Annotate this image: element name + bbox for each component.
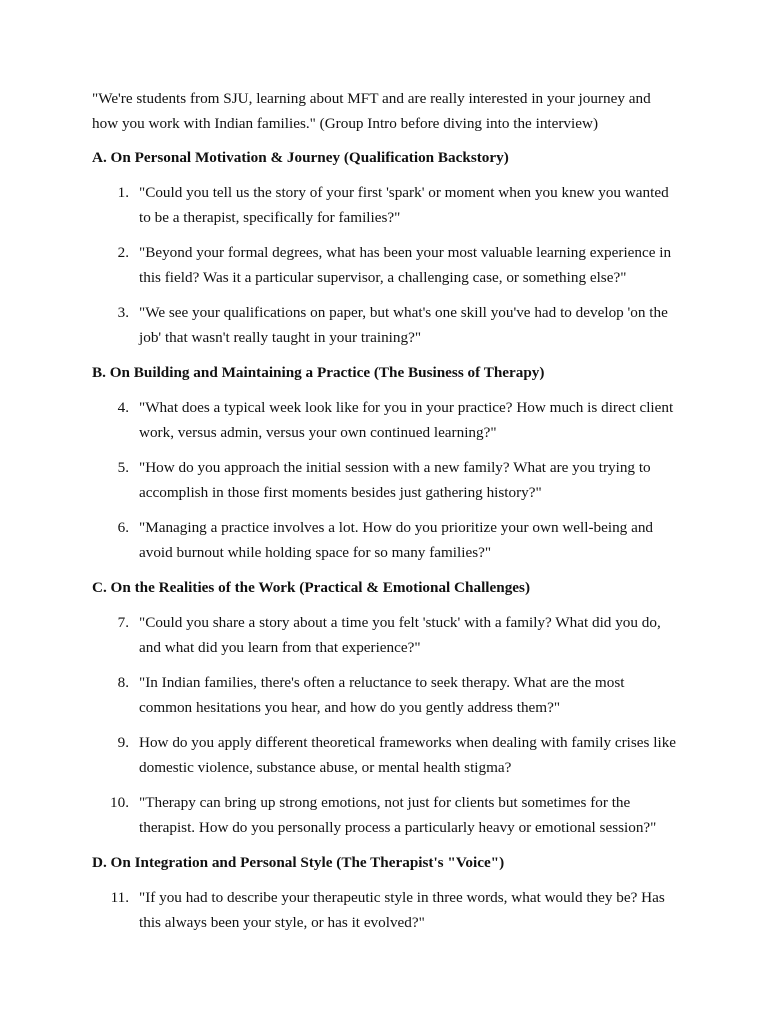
question-item [92, 515, 680, 565]
question-number: 4. [117, 399, 129, 416]
section-b [92, 360, 680, 565]
question-number: 1. [117, 184, 129, 201]
question-number: 5. [117, 459, 129, 476]
question-item [92, 395, 680, 445]
section-d [92, 850, 680, 935]
question-text: "Beyond your formal degrees, what has been your most valuable learning experience in this field? Was it a particular supervisor, a challenging case, or something else?" [139, 244, 672, 286]
question-text: "What does a typical week look like for you in your practice? How much is direct client work, versus admin, versus your own continued learning?" [139, 399, 674, 441]
question-number: 7. [117, 614, 129, 631]
question-list [92, 180, 680, 350]
question-item [92, 240, 680, 290]
question-item [92, 610, 680, 660]
section-heading: D. On Integration and Personal Style (The Therapist's "Voice") [92, 854, 505, 871]
question-list [92, 395, 680, 565]
section-c [92, 575, 680, 840]
question-text: "Could you tell us the story of your first 'spark' or moment when you knew you wanted to be a therapist, specifically for families?" [139, 184, 669, 226]
intro-paragraph: "We're students from SJU, learning about MFT and are really interested in your journey and how you work with Indian families." (Group Intro before diving into the interview) [92, 90, 651, 132]
section-heading: A. On Personal Motivation & Journey (Qualification Backstory) [92, 149, 509, 166]
question-text: "Could you share a story about a time you felt 'stuck' with a family? What did you do, and what did you learn from that experience?" [139, 614, 661, 656]
document-page [92, 86, 680, 945]
question-text: "In Indian families, there's often a reluctance to seek therapy. What are the most common hesitations you hear, and how do you gently address them?" [139, 674, 625, 716]
question-text: "We see your qualifications on paper, but what's one skill you've had to develop 'on the job' that wasn't really taught in your training?" [139, 304, 668, 346]
question-item [92, 790, 680, 840]
section-heading: C. On the Realities of the Work (Practical & Emotional Challenges) [92, 579, 530, 596]
question-number: 9. [117, 734, 129, 751]
question-item [92, 455, 680, 505]
question-text: "If you had to describe your therapeutic style in three words, what would they be? Has this always been your style, or has it evolved?" [139, 889, 665, 931]
question-item [92, 730, 680, 780]
question-number: 2. [117, 244, 129, 261]
question-number: 8. [117, 674, 129, 691]
question-item [92, 180, 680, 230]
question-item [92, 300, 680, 350]
question-text: "How do you approach the initial session with a new family? What are you trying to accomplish in those first moments besides just gathering history?" [139, 459, 651, 501]
question-text: "Managing a practice involves a lot. How do you prioritize your own well-being and avoid burnout while holding space for so many families?" [139, 519, 654, 561]
question-list [92, 610, 680, 840]
question-item [92, 885, 680, 935]
question-number: 6. [117, 519, 129, 536]
question-list [92, 885, 680, 935]
section-heading: B. On Building and Maintaining a Practice (The Business of Therapy) [92, 364, 545, 381]
question-item [92, 670, 680, 720]
question-number: 3. [117, 304, 129, 321]
question-number: 10. [110, 794, 129, 811]
question-number: 11. [110, 889, 129, 906]
question-text: How do you apply different theoretical frameworks when dealing with family crises like domestic violence, substance abuse, or mental health stigma? [139, 734, 677, 776]
question-text: "Therapy can bring up strong emotions, not just for clients but sometimes for the therapist. How do you personally process a particularly heavy or emotional session?" [139, 794, 657, 836]
section-a [92, 145, 680, 350]
